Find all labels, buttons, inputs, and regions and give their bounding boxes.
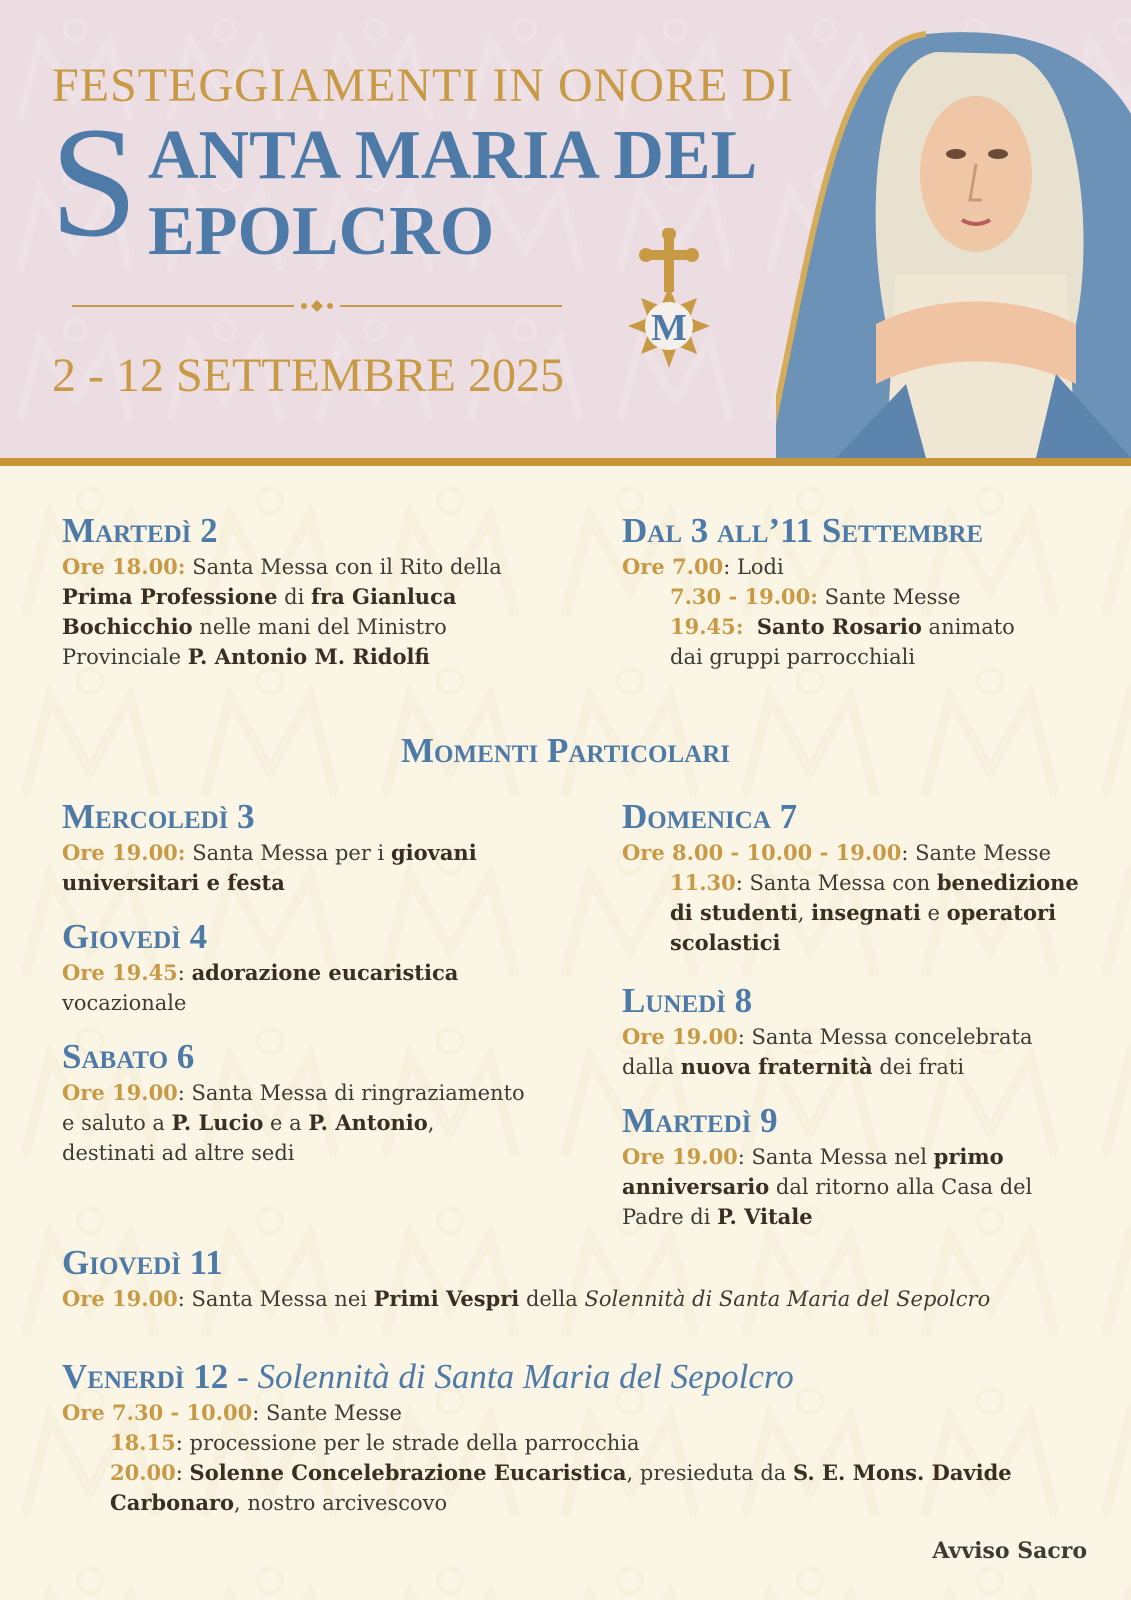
section-domenica-7	[622, 796, 1079, 958]
momenti-title: Momenti Particolari	[401, 731, 730, 770]
title-initial: S	[50, 95, 138, 270]
day-title-sabato-6: Sabato 6	[62, 1037, 195, 1076]
schedule-line: Prima Professione di fra Gianluca	[62, 584, 457, 609]
day-title-martedi-9: Martedì 9	[622, 1101, 778, 1140]
section-martedi-2	[62, 510, 502, 672]
schedule-line: 20.00: Solenne Concelebrazione Eucaristica, presieduta da S. E. Mons. Davide	[110, 1460, 1012, 1485]
schedule-line: Carbonaro, nostro arcivescovo	[110, 1490, 448, 1515]
schedule-line: Provinciale P. Antonio M. Ridolfi	[62, 644, 430, 669]
section-giovedi-4	[62, 916, 458, 1018]
day-title-venerdi-12: Venerdì 12 - Solennità di Santa Maria del Sepolcro	[62, 1357, 794, 1396]
schedule-line: Ore 19.00: Santa Messa di ringraziamento	[62, 1080, 525, 1105]
day-title-giovedi-4: Giovedì 4	[62, 917, 208, 956]
title-line-2: EPOLCRO	[148, 193, 495, 270]
schedule-line: destinati ad altre sedi	[62, 1141, 295, 1165]
gold-divider-band	[0, 458, 1131, 466]
schedule-line: Ore 8.00 - 10.00 - 19.00: Sante Messe	[622, 840, 1052, 865]
section-lunedi-8	[622, 980, 1033, 1082]
cross-emblem-icon	[604, 228, 734, 376]
section-dal-3-all-11	[622, 510, 1015, 672]
schedule-line: Ore 18.00: Santa Messa con il Rito della	[62, 554, 502, 579]
schedule-line: 18.15: processione per le strade della parrocchia	[110, 1430, 640, 1455]
schedule-line: Ore 19.00: Santa Messa concelebrata	[622, 1024, 1033, 1049]
section-momenti	[0, 730, 1131, 772]
schedule-line: universitari e festa	[62, 870, 285, 895]
schedule-line: Ore 19.00: Santa Messa nel primo	[622, 1144, 1004, 1169]
emblem-monogram: M	[651, 307, 687, 349]
kicker-text: FESTEGGIAMENTI IN ONORE DI	[52, 59, 794, 112]
schedule-line: Ore 19.00: Santa Messa nei Primi Vespri della Solennità di Santa Maria del Sepolcro	[62, 1286, 991, 1311]
schedule-line: 7.30 - 19.00: Sante Messe	[670, 584, 961, 609]
day-title-mercoledi-3: Mercoledì 3	[62, 797, 255, 836]
schedule-line: 11.30: Santa Messa con benedizione	[670, 870, 1079, 895]
schedule-line: e saluto a P. Lucio e a P. Antonio,	[62, 1110, 435, 1135]
schedule-line: 19.45: Santo Rosario animato	[670, 614, 1015, 639]
schedule-line: Ore 7.00: Lodi	[622, 554, 784, 579]
day-title-domenica-7: Domenica 7	[622, 797, 798, 836]
schedule-line: scolastici	[670, 930, 781, 955]
festival-dates: 2 - 12 SETTEMBRE 2025	[52, 349, 564, 402]
day-title-giovedi-11: Giovedì 11	[62, 1243, 223, 1282]
schedule-line: Bochicchio nelle mani del Ministro	[62, 614, 447, 639]
day-title-martedi-2: Martedì 2	[62, 511, 218, 550]
section-mercoledi-3	[62, 796, 477, 898]
schedule-line: Ore 7.30 - 10.00: Sante Messe	[62, 1400, 402, 1425]
section-giovedi-11	[62, 1242, 990, 1314]
signature-avviso-sacro: Avviso Sacro	[932, 1538, 1087, 1564]
schedule-line: Ore 19.45: adorazione eucaristica	[62, 960, 459, 985]
title-line-1: ANTA MARIA DEL	[148, 117, 758, 194]
day-title-dal-3: Dal 3 all’11 Settembre	[622, 511, 984, 550]
venerdi-12-subtitle: Solennità di Santa Maria del Sepolcro	[257, 1357, 794, 1396]
schedule-line: dai gruppi parrocchiali	[670, 645, 916, 669]
schedule-line: dalla nuova fraternità dei frati	[622, 1054, 965, 1079]
schedule-line: vocazionale	[62, 991, 187, 1015]
ornament-divider	[72, 300, 562, 312]
schedule-line: Padre di P. Vitale	[622, 1204, 813, 1229]
section-venerdi-12	[62, 1356, 1012, 1518]
section-sabato-6	[62, 1036, 525, 1168]
schedule-line: Ore 19.00: Santa Messa per i giovani	[62, 840, 477, 865]
schedule-line: di studenti, insegnati e operatori	[670, 900, 1057, 925]
madonna-statue-image	[776, 24, 1131, 458]
day-title-lunedi-8: Lunedì 8	[622, 981, 753, 1020]
schedule-line: anniversario dal ritorno alla Casa del	[622, 1174, 1033, 1199]
header-banner	[0, 0, 1131, 458]
section-martedi-9	[622, 1100, 1032, 1232]
